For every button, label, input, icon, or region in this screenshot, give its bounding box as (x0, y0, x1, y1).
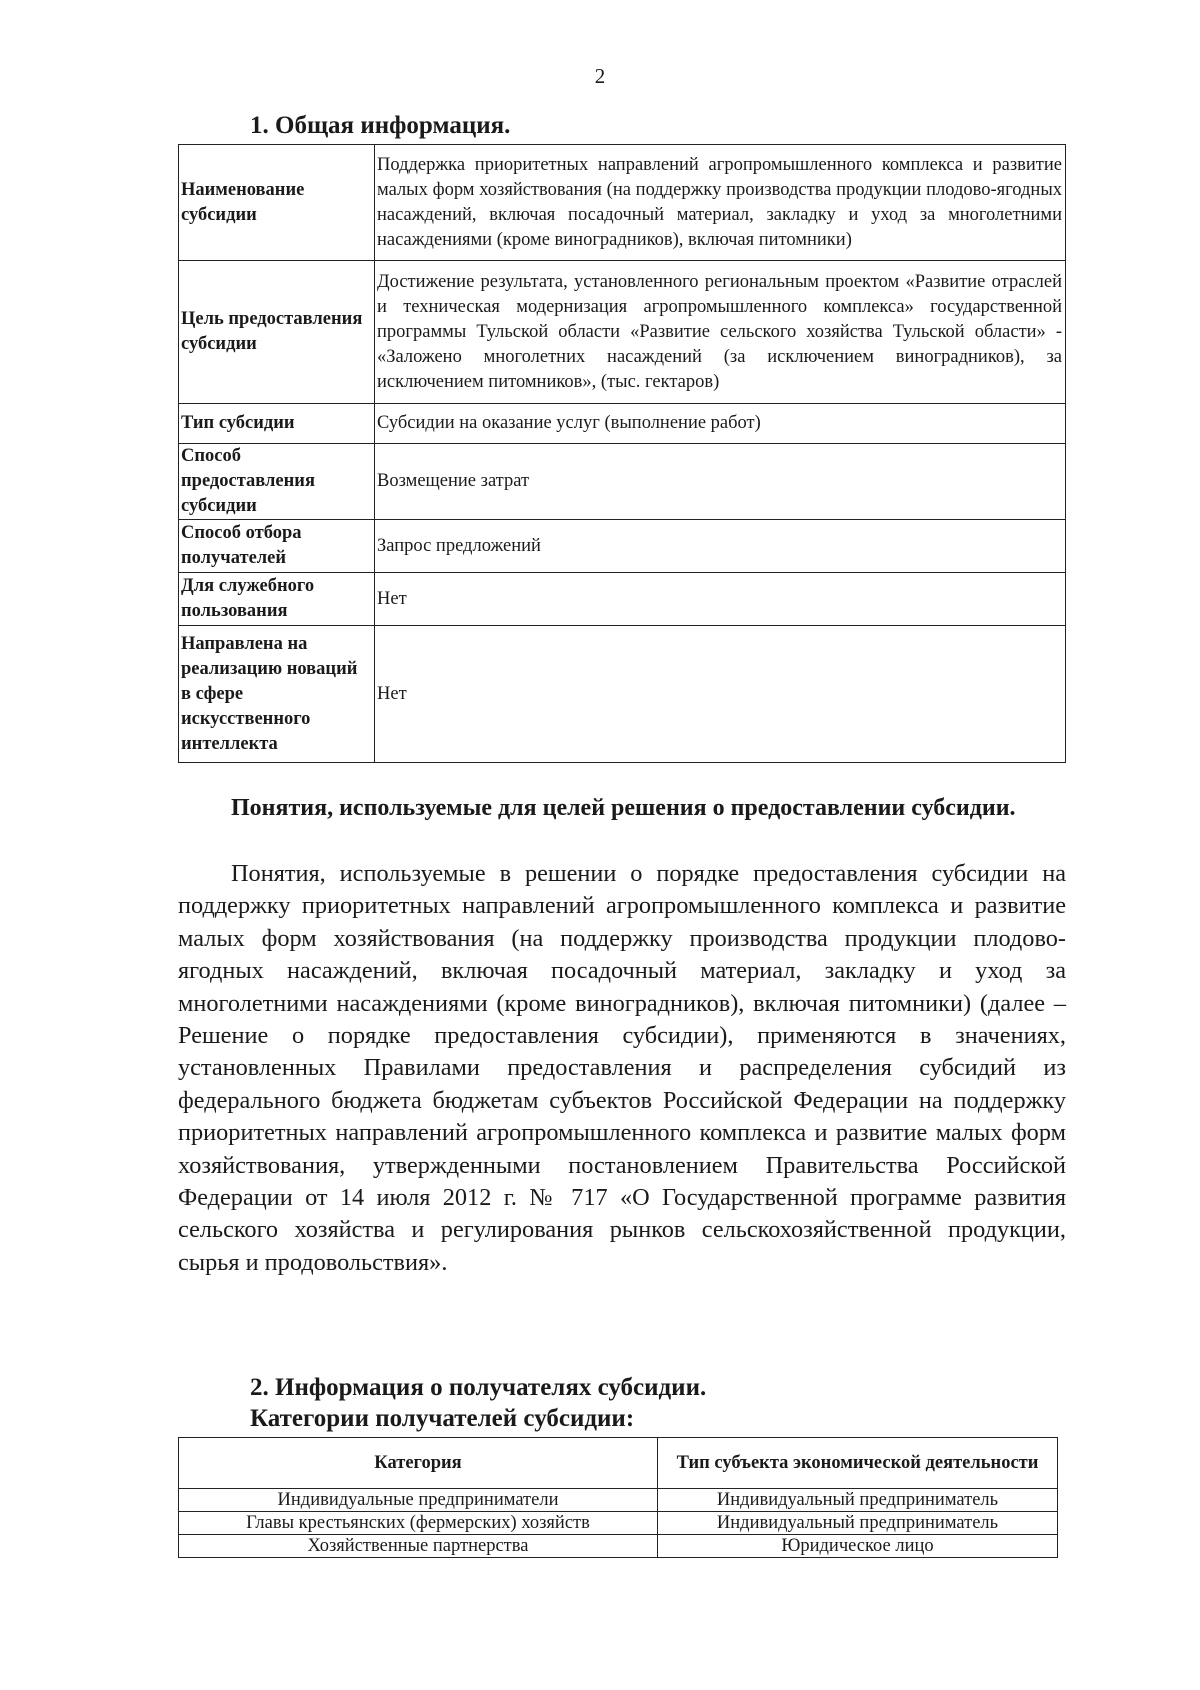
category-cell: Индивидуальные предприниматели (179, 1489, 658, 1512)
table-row (179, 1489, 1058, 1512)
header-category: Категория (179, 1438, 658, 1489)
entity-type-cell: Индивидуальный предприниматель (658, 1489, 1058, 1512)
table-row (179, 404, 1066, 444)
entity-type-cell: Индивидуальный предприниматель (658, 1512, 1058, 1535)
concepts-title: Понятия, используемые для целей решения о предоставлении субсидии. (231, 795, 1016, 821)
header-entity-type: Тип субъекта экономической деятельности (658, 1438, 1058, 1489)
row-value: Достижение результата, установленного региональным проектом «Развитие отраслей и техническая модернизация агропромышленного комплекса» государственной программы Тульской области «Развитие сельского хозяйства Тульской области» - «Заложено многолетних насаждений (за исключением виноградников), за исключением питомников», (тыс. гектаров) (375, 261, 1066, 404)
row-value: Нет (375, 573, 1066, 626)
table-row (179, 520, 1066, 573)
row-label: Способ отбора получателей (179, 520, 375, 573)
row-label: Цель предоставления субсидии (179, 261, 375, 404)
row-value: Возмещение затрат (375, 444, 1066, 520)
row-value: Запрос предложений (375, 520, 1066, 573)
table-row (179, 145, 1066, 261)
row-label: Способ предоставления субсидии (179, 444, 375, 520)
row-value: Субсидии на оказание услуг (выполнение работ) (375, 404, 1066, 444)
recipient-categories-table (178, 1437, 1058, 1558)
section1-title: 1. Общая информация. (250, 112, 511, 139)
category-cell: Главы крестьянских (фермерских) хозяйств (179, 1512, 658, 1535)
table-row (179, 444, 1066, 520)
table-row (179, 573, 1066, 626)
row-label: Тип субсидии (179, 404, 375, 444)
section2-subtitle: Категории получателей субсидии: (250, 1405, 635, 1432)
table-row (179, 626, 1066, 763)
concepts-paragraph: Понятия, используемые в решении о порядке предоставления субсидии на поддержку приоритетных направлений агропромышленного комплекса и развитие малых форм хозяйствования (на поддержку производства продукции плодово-ягодных насаждений, включая посадочный материал, закладку и уход за многолетними насаждениями (кроме виноградников), включая питомники) (далее – Решение о порядке предоставления субсидии), применяются в значениях, установленных Правилами предоставления и распределения субсидий из федерального бюджета бюджетам субъектов Российской Федерации на поддержку приоритетных направлений агропромышленного комплекса и развитие малых форм хозяйствования, утвержденными постановлением Правительства Российской Федерации от 14 июля 2012 г. № 717 «О Государственной программе развития сельского хозяйства и регулирования рынков сельскохозяйственной продукции, сырья и продовольствия». (178, 860, 1066, 1276)
general-info-table (178, 144, 1066, 763)
row-label: Направлена на реализацию новаций в сфере искусственного интеллекта (179, 626, 375, 763)
page-number: 2 (594, 64, 606, 88)
table-row (179, 1535, 1058, 1558)
row-value: Поддержка приоритетных направлений агропромышленного комплекса и развитие малых форм хозяйствования (на поддержку производства продукции плодово-ягодных насаждений, включая посадочный материал, закладку и уход за многолетними насаждениями (кроме виноградников), включая питомники) (375, 145, 1066, 261)
row-label: Для служебного пользования (179, 573, 375, 626)
section2-title: 2. Информация о получателях субсидии. (250, 1374, 707, 1401)
category-cell: Хозяйственные партнерства (179, 1535, 658, 1558)
row-label: Наименование субсидии (179, 145, 375, 261)
entity-type-cell: Юридическое лицо (658, 1535, 1058, 1558)
table-row (179, 261, 1066, 404)
table-row (179, 1512, 1058, 1535)
table-header-row (179, 1438, 1058, 1489)
row-value: Нет (375, 626, 1066, 763)
